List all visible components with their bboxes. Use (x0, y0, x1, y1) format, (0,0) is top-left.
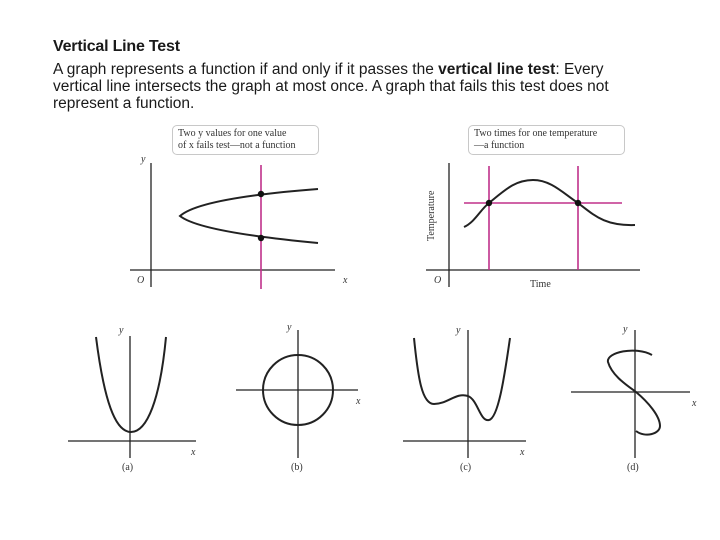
origin-label: O (434, 275, 442, 286)
graph-d-caption: (d) (627, 462, 639, 473)
graph-b-caption: (b) (291, 462, 303, 473)
x-axis-label: x (191, 447, 196, 458)
y-axis-label: y (119, 325, 124, 336)
graph-a-caption: (a) (122, 462, 134, 473)
x-axis-label: Time (530, 279, 551, 290)
intersection-point-1 (486, 200, 492, 206)
y-axis-label: Temperature (426, 190, 437, 241)
definition-text-end: : Every vertical line intersects the graph at most once. A graph that fails this test does not represent a function. (53, 61, 609, 112)
graph-d (571, 324, 697, 473)
callout-right-line1: Two times for one temperature (474, 128, 598, 139)
callout-right-line2: —a function (474, 140, 525, 151)
graph-a (68, 325, 196, 473)
x-axis-label: x (356, 396, 361, 407)
callout-left-line1: Two y values for one value (178, 128, 287, 139)
graph-c-caption: (c) (460, 462, 472, 473)
page-title: Vertical Line Test (53, 38, 180, 55)
intersection-point-lower (258, 235, 264, 241)
y-axis-label: y (141, 154, 146, 165)
x-axis-label: x (520, 447, 525, 458)
x-axis-label: x (692, 398, 697, 409)
x-axis-label: x (343, 275, 348, 286)
figure-a-function (426, 163, 640, 290)
sideways-parabola-curve (180, 189, 318, 243)
parabola-curve (96, 337, 166, 432)
figure-not-a-function (130, 154, 348, 289)
origin-label: O (137, 275, 145, 286)
definition-term: vertical line test (438, 61, 556, 78)
y-axis-label: y (287, 322, 292, 333)
intersection-point-upper (258, 191, 264, 197)
y-axis-label: y (456, 325, 461, 336)
callout-left-line2: of x fails test—not a function (178, 140, 296, 151)
quartic-curve (414, 338, 510, 420)
definition-text-start: A graph represents a function if and only if it passes the (53, 61, 439, 78)
graph-b (236, 322, 361, 473)
graph-c (403, 325, 526, 473)
y-axis-label: y (623, 324, 628, 335)
intersection-point-2 (575, 200, 581, 206)
